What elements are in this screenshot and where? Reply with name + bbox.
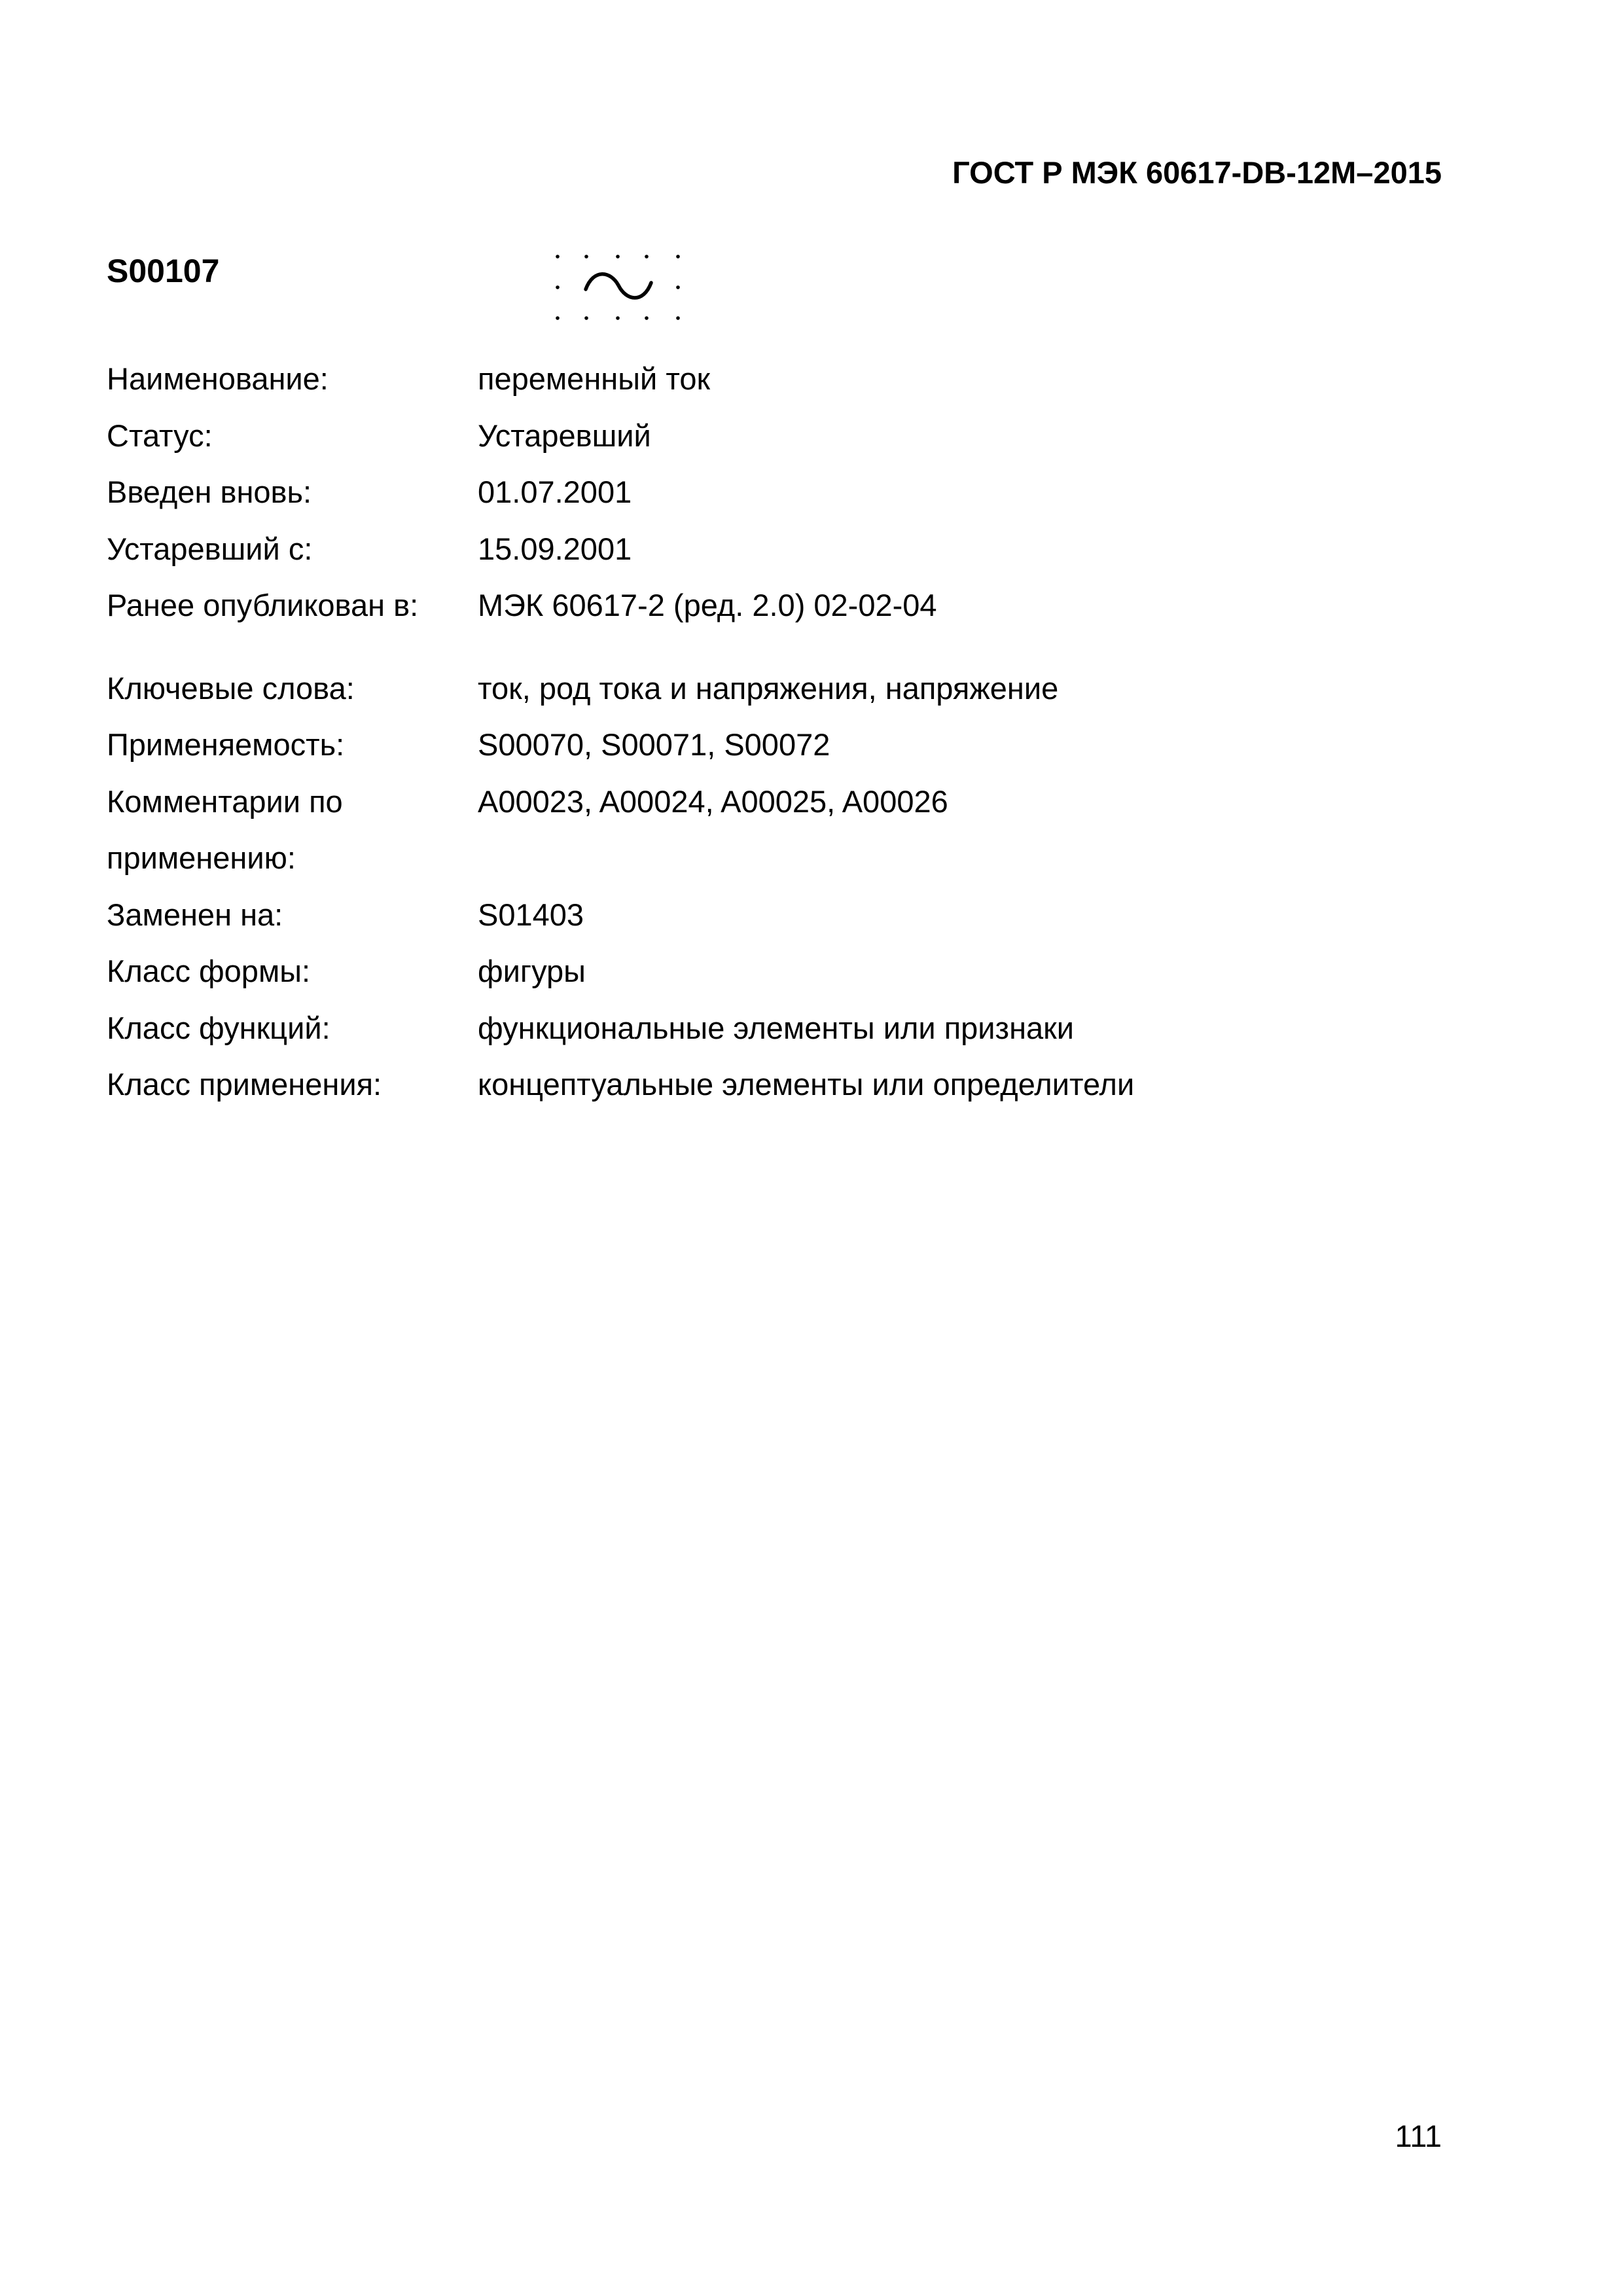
field-row-applicability (107, 717, 1416, 774)
field-value: концептуальные элементы или определители (478, 1067, 1135, 1102)
field-label: Класс функций: (107, 1010, 330, 1045)
field-label: Статус: (107, 418, 213, 453)
field-row-obsolete-since (107, 521, 1416, 578)
field-value: A00023, A00024, A00025, A00026 (478, 783, 948, 819)
field-value: функциональные элементы или признаки (478, 1010, 1074, 1045)
field-value: ток, род тока и напряжения, напряжение (478, 670, 1059, 706)
field-label: Комментарии по применению: (107, 783, 343, 875)
field-value: S00070, S00071, S00072 (478, 727, 830, 762)
field-value: МЭК 60617-2 (ред. 2.0) 02-02-04 (478, 588, 937, 622)
field-row-previously-published (107, 577, 1416, 634)
field-label: Класс формы: (107, 954, 311, 988)
field-label: Наименование: (107, 361, 329, 396)
field-label: Ранее опубликован в: (107, 588, 419, 622)
alternating-current-tilde-icon (553, 253, 685, 322)
field-row-function-class (107, 1000, 1416, 1057)
field-value: переменный ток (478, 361, 711, 396)
field-label: Класс применения: (107, 1067, 382, 1102)
standard-designation: ГОСТ Р МЭК 60617-DB-12M–2015 (952, 155, 1442, 190)
field-row-introduced (107, 464, 1416, 521)
field-label: Применяемость: (107, 727, 345, 762)
field-row-keywords (107, 660, 1416, 717)
field-row-application-class (107, 1056, 1416, 1113)
field-row-replaced-by (107, 887, 1416, 944)
field-label: Введен вновь: (107, 475, 312, 509)
field-label: Заменен на: (107, 897, 283, 932)
field-value: 15.09.2001 (478, 531, 632, 566)
field-value: Устаревший (478, 418, 651, 453)
symbol-code: S00107 (107, 253, 220, 289)
field-row-application-notes (107, 774, 1416, 887)
field-label: Устаревший с: (107, 531, 313, 566)
field-row-status (107, 408, 1416, 465)
page-number: 111 (1395, 2119, 1442, 2153)
field-value: 01.07.2001 (478, 475, 632, 509)
field-value: фигуры (478, 954, 586, 988)
field-value: S01403 (478, 897, 584, 932)
field-label: Ключевые слова: (107, 670, 355, 706)
field-row-shape-class (107, 943, 1416, 1000)
field-row-name (107, 351, 1416, 408)
symbol-attributes (107, 351, 1416, 1113)
